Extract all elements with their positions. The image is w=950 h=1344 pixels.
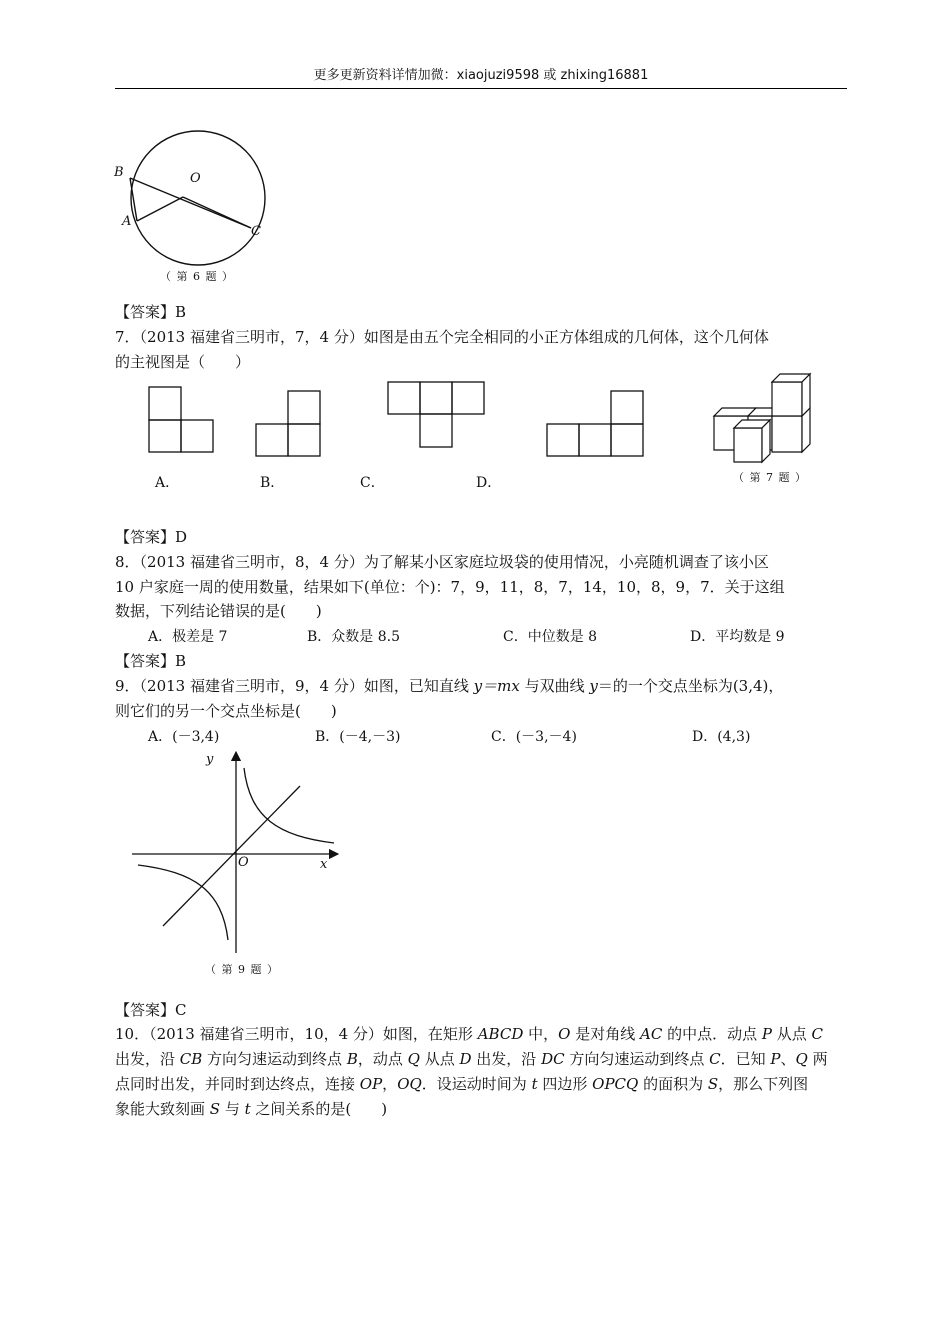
q6-circle <box>131 131 265 265</box>
q10-t2n: P <box>770 1050 781 1068</box>
q10-t1d: O <box>558 1025 571 1043</box>
q8-answer: 【答案】B <box>115 652 187 670</box>
q10-t1a: 10．（2013 福建省三明市，10，4 分）如图，在矩形 <box>115 1025 478 1043</box>
q10-line-1 <box>115 1024 855 1044</box>
q6-label-B: B <box>114 165 124 180</box>
q10-t1f: AC <box>639 1025 663 1043</box>
q6-circle-figure <box>110 125 270 265</box>
q10-t4e: 之间关系的是( ) <box>250 1100 388 1118</box>
q10-t2a: 出发，沿 <box>115 1050 180 1068</box>
q10-t4a: 象能大致刻画 <box>115 1100 210 1118</box>
q8-line-3: 数据，下列结论错误的是( ) <box>115 602 322 620</box>
page-header: 更多更新资料详情加微：xiaojuzi9598 或 zhixing16881 <box>115 66 847 89</box>
q9-text-a: 9．（2013 福建省三明市，9，4 分）如图，已知直线 <box>115 677 474 695</box>
q10-line-2 <box>115 1049 855 1069</box>
q10-t2i: 出发，沿 <box>471 1050 542 1068</box>
q9-line-equation: y＝mx <box>473 677 520 695</box>
q9-option-C: C．(－3,－4) <box>491 729 577 745</box>
q6-segment-AO <box>137 197 183 221</box>
q10-t3k: ，那么下列图 <box>718 1075 809 1093</box>
q9-line-y-mx <box>163 786 300 926</box>
q9-hyperbola-branch-2 <box>138 865 228 940</box>
q10-t2g: 从点 <box>419 1050 460 1068</box>
q7-option-B-figure <box>255 390 325 460</box>
q9-text-e: ＝的一个交点坐标为(3,4)， <box>597 677 784 695</box>
q10-t3c: ， <box>382 1075 398 1093</box>
q9-hyperbola-branch-1 <box>244 768 334 843</box>
q8-line-2: 10 户家庭一周的使用数量，结果如下(单位：个)：7，9，11，8，7，14，10，8，9，7．关于这组 <box>115 578 785 596</box>
q10-t1b: ABCD <box>477 1025 524 1043</box>
q7-option-D: D． <box>476 475 502 491</box>
q6-label-C: C <box>251 224 261 239</box>
q10-t1e: 是对角线 <box>570 1025 640 1043</box>
q10-t4d: t <box>244 1100 251 1118</box>
q10-t2l: C <box>709 1050 721 1068</box>
q10-t2h: D <box>459 1050 472 1068</box>
q7-caption: （ 第 7 题 ） <box>733 471 807 484</box>
q9-hyperbola-y: y <box>589 677 598 695</box>
q7-line-1 <box>115 327 855 347</box>
q8-option-C: C．中位数是 8 <box>503 629 598 645</box>
q7-answer: 【答案】D <box>115 528 188 546</box>
q10-t1j: C <box>811 1025 823 1043</box>
q9-axis-label-x: x <box>320 857 328 872</box>
q10-t4b: S <box>209 1100 221 1118</box>
q7-line-2: 的主视图是（ ） <box>115 353 251 371</box>
q9-line-2: 则它们的另一个交点坐标是( ) <box>115 702 337 720</box>
q10-t3a: 点同时出发，并同时到达终点，连接 <box>115 1075 360 1093</box>
q10-t2m: ．已知 <box>720 1050 771 1068</box>
q7-option-A: A． <box>155 475 180 491</box>
q7-option-D-figure <box>546 390 648 460</box>
q10-t2j: DC <box>541 1050 565 1068</box>
q8-line-1: 8．（2013 福建省三明市，8，4 分）为了解某小区家庭垃圾袋的使用情况，小亮随机调查了该小区 <box>115 553 769 571</box>
q6-label-O: O <box>190 171 201 186</box>
q7-text-1: （2013 福建省三明市，7，4 分）如图是由五个完全相同的小正方体组成的几何体，这个几何体 <box>139 328 769 346</box>
q9-graph <box>128 748 348 958</box>
q7-option-B: B． <box>260 475 285 491</box>
q10-t2d: B <box>346 1050 358 1068</box>
q7-option-C: C． <box>360 475 385 491</box>
q9-axis-label-y: y <box>206 752 214 767</box>
q10-t4c: 与 <box>220 1100 245 1118</box>
q10-t3b: OP <box>359 1075 383 1093</box>
q10-t2k: 方向匀速运动到终点 <box>564 1050 710 1068</box>
q10-t1h: P <box>761 1025 772 1043</box>
q10-t3h: OPCQ <box>592 1075 639 1093</box>
q10-t3f: t <box>531 1075 538 1093</box>
q9-option-D: D．(4,3) <box>692 729 751 745</box>
q10-t3d: OQ <box>397 1075 422 1093</box>
q10-t1c: 中， <box>523 1025 559 1043</box>
q6-label-A: A <box>122 214 132 229</box>
q10-t2e: ，动点 <box>357 1050 408 1068</box>
q6-caption: （ 第 6 题 ） <box>160 270 234 283</box>
q7-option-A-figure <box>148 386 218 456</box>
q10-t3e: ．设运动时间为 <box>421 1075 532 1093</box>
q9-origin-label: O <box>238 855 249 870</box>
q8-option-A: A．极差是 7 <box>148 629 228 645</box>
q7-number: 7． <box>115 328 140 346</box>
q9-answer: 【答案】C <box>115 1001 187 1019</box>
q10-t3i: 的面积为 <box>638 1075 708 1093</box>
q10-t1g: 的中点．动点 <box>662 1025 762 1043</box>
q10-t2f: Q <box>407 1050 420 1068</box>
q10-t2o: 、 <box>780 1050 796 1068</box>
q10-line-4 <box>115 1099 855 1119</box>
q10-t3g: 四边形 <box>537 1075 593 1093</box>
q9-line-1 <box>115 676 855 696</box>
q9-option-A: A．(－3,4) <box>148 729 220 745</box>
q10-t3j: S <box>707 1075 719 1093</box>
q10-t2p: Q <box>795 1050 808 1068</box>
q10-t1i: 从点 <box>771 1025 812 1043</box>
q6-answer: 【答案】B <box>115 303 187 321</box>
q10-line-3 <box>115 1074 855 1094</box>
q9-caption: （ 第 9 题 ） <box>205 963 279 976</box>
q8-option-D: D．平均数是 9 <box>690 629 785 645</box>
q9-option-B: B．(－4,－3) <box>315 729 401 745</box>
q9-text-c: 与双曲线 <box>519 677 590 695</box>
q10-t2b: CB <box>179 1050 203 1068</box>
q10-t2c: 方向匀速运动到终点 <box>202 1050 347 1068</box>
q8-option-B: B．众数是 8.5 <box>307 629 401 645</box>
q7-option-C-figure <box>387 381 487 451</box>
q7-solid-figure <box>712 370 822 470</box>
q10-t2q: 两 <box>807 1050 828 1068</box>
